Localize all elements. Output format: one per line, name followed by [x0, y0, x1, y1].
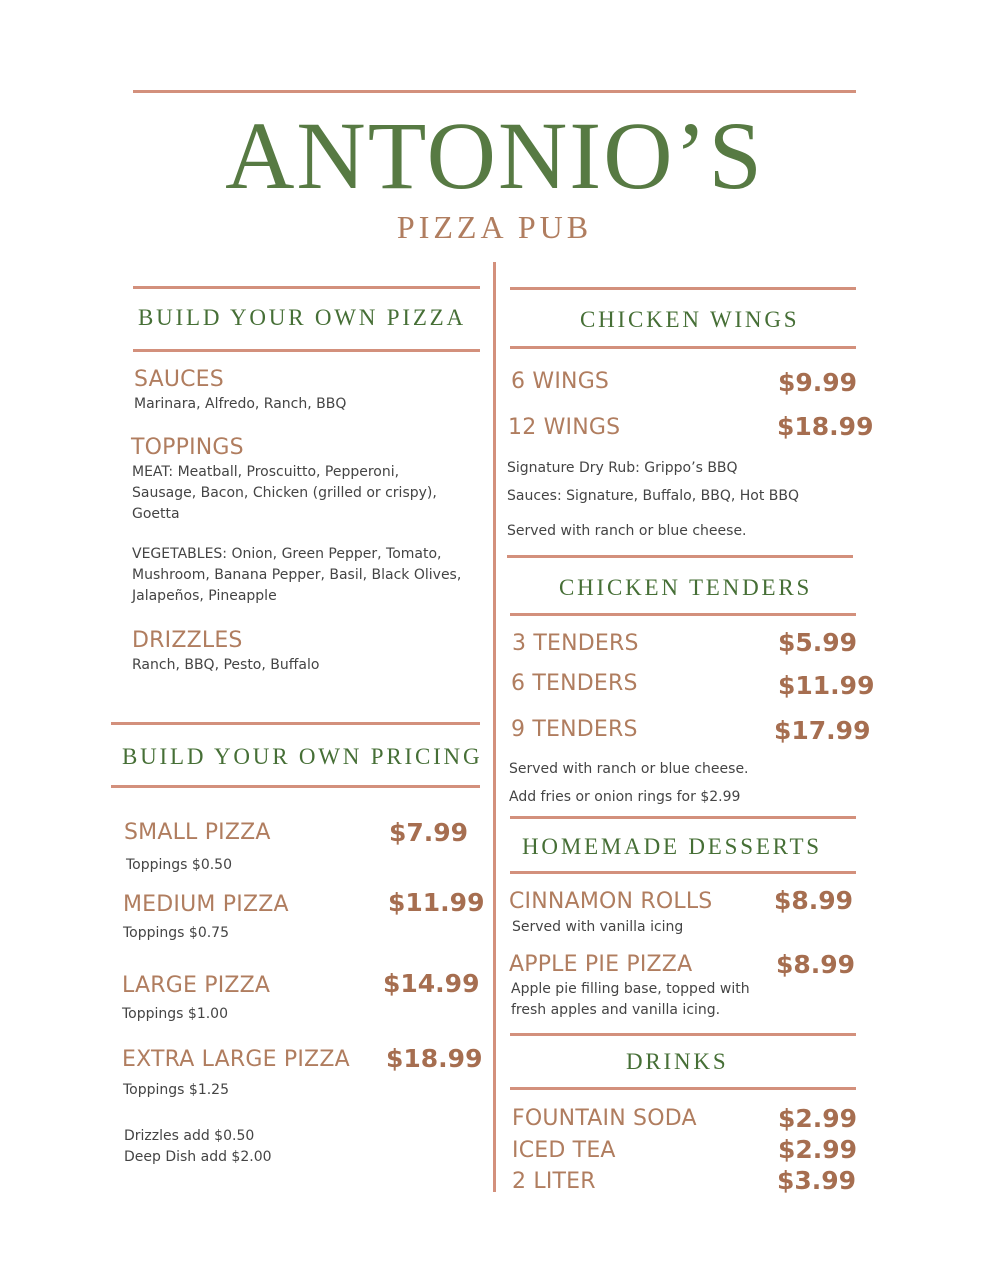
menu-item-note: Toppings $1.25: [123, 1082, 229, 1098]
drinks-bottom-rule: [510, 1087, 856, 1090]
menu-item-price: $2.99: [778, 1104, 858, 1133]
menu-item-price: $9.99: [778, 368, 858, 397]
wings-note: Served with ranch or blue cheese.: [507, 523, 747, 539]
column-divider: [493, 262, 496, 1192]
menu-item-price: $3.99: [777, 1166, 857, 1195]
sauces-text: Marinara, Alfredo, Ranch, BBQ: [134, 396, 347, 412]
build-own-heading: BUILD YOUR OWN PIZZA: [138, 305, 466, 330]
menu-item-name: CINNAMON ROLLS: [509, 889, 713, 914]
wings-heading: CHICKEN WINGS: [580, 307, 800, 332]
menu-item-price: $11.99: [388, 888, 485, 917]
menu-item-note: Toppings $0.75: [123, 925, 229, 941]
pricing-heading: BUILD YOUR OWN PRICING: [122, 744, 483, 769]
build-own-bottom-rule: [133, 349, 480, 352]
menu-item-price: $5.99: [778, 628, 858, 657]
drinks-heading: DRINKS: [626, 1049, 729, 1074]
menu-item-price: $8.99: [774, 886, 854, 915]
tenders-note: Add fries or onion rings for $2.99: [509, 789, 741, 805]
menu-item-name: 6 WINGS: [511, 369, 610, 394]
restaurant-subtitle: PIZZA PUB: [396, 209, 593, 245]
menu-item-name: LARGE PIZZA: [122, 973, 271, 998]
toppings-vegetables: [132, 544, 461, 607]
menu-item-name: SMALL PIZZA: [124, 820, 271, 845]
toppings-meat-line: Goetta: [132, 506, 180, 522]
sauces-label: SAUCES: [134, 367, 224, 392]
menu-item-price: $7.99: [389, 818, 469, 847]
menu-item-name: APPLE PIE PIZZA: [509, 952, 693, 977]
menu-item-name: 6 TENDERS: [511, 671, 638, 696]
tenders-top-rule: [507, 555, 853, 558]
toppings-veg-line: VEGETABLES: Onion, Green Pepper, Tomato,: [132, 546, 442, 562]
menu-item-price: $14.99: [383, 969, 480, 998]
restaurant-title: ANTONIO’S: [225, 102, 764, 209]
menu-item-price: $18.99: [386, 1044, 483, 1073]
menu-item-name: EXTRA LARGE PIZZA: [122, 1047, 350, 1072]
desserts-bottom-rule: [510, 871, 856, 874]
dessert-desc: [511, 979, 750, 1021]
menu-item-note: Toppings $1.00: [122, 1006, 228, 1022]
tenders-heading: CHICKEN TENDERS: [559, 575, 813, 600]
desserts-top-rule: [510, 816, 856, 819]
wings-bottom-rule: [510, 346, 856, 349]
menu-item-name: 12 WINGS: [508, 415, 621, 440]
dessert-desc-line: Apple pie filling base, topped with: [511, 981, 750, 997]
drizzles-text: Ranch, BBQ, Pesto, Buffalo: [132, 657, 320, 673]
menu-item-name: MEDIUM PIZZA: [123, 892, 289, 917]
menu-item-name: 2 LITER: [512, 1169, 596, 1194]
menu-item-name: 3 TENDERS: [512, 631, 639, 656]
menu-item-price: $2.99: [778, 1135, 858, 1164]
pricing-extra-line: Drizzles add $0.50: [124, 1128, 255, 1144]
wings-note: Sauces: Signature, Buffalo, BBQ, Hot BBQ: [507, 488, 799, 504]
menu-item-price: $8.99: [776, 950, 856, 979]
dessert-desc-line: fresh apples and vanilla icing.: [511, 1002, 721, 1018]
dessert-desc: Served with vanilla icing: [512, 919, 684, 935]
tenders-note: Served with ranch or blue cheese.: [509, 761, 749, 777]
desserts-heading: HOMEMADE DESSERTS: [522, 834, 822, 859]
menu-item-name: 9 TENDERS: [511, 717, 638, 742]
toppings-label: TOPPINGS: [131, 435, 244, 460]
pricing-top-rule: [111, 722, 480, 725]
toppings-meat: [132, 462, 437, 525]
build-own-top-rule: [133, 286, 480, 289]
pricing-extras: [124, 1126, 272, 1168]
top-divider: [133, 90, 856, 93]
pricing-bottom-rule: [111, 785, 480, 788]
toppings-veg-line: Jalapeños, Pineapple: [132, 588, 277, 604]
menu-item-note: Toppings $0.50: [126, 857, 232, 873]
wings-note: Signature Dry Rub: Grippo’s BBQ: [507, 460, 738, 476]
menu-item-name: FOUNTAIN SODA: [512, 1106, 697, 1131]
menu-item-price: $17.99: [774, 716, 871, 745]
wings-top-rule: [510, 287, 856, 290]
menu-item-price: $18.99: [777, 412, 874, 441]
menu-item-name: ICED TEA: [512, 1138, 616, 1163]
drinks-top-rule: [510, 1033, 856, 1036]
drizzles-label: DRIZZLES: [132, 628, 243, 653]
tenders-bottom-rule: [510, 613, 856, 616]
toppings-veg-line: Mushroom, Banana Pepper, Basil, Black Olives,: [132, 567, 462, 583]
pricing-extra-line: Deep Dish add $2.00: [124, 1149, 272, 1165]
toppings-meat-line: MEAT: Meatball, Proscuitto, Pepperoni,: [132, 464, 400, 480]
menu-item-price: $11.99: [778, 671, 875, 700]
toppings-meat-line: Sausage, Bacon, Chicken (grilled or crispy),: [132, 485, 437, 501]
